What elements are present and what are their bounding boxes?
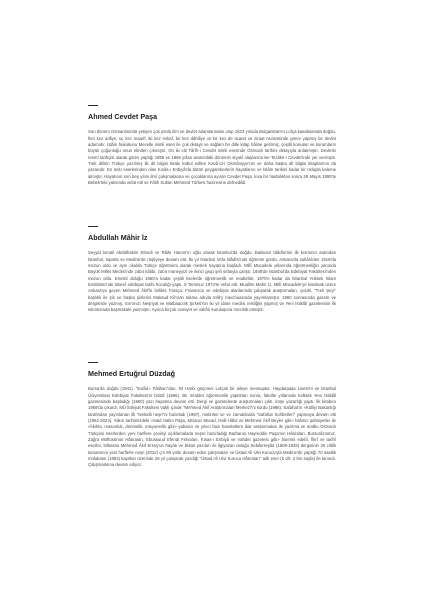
biography-ahmed-cevdet-pasa: [88, 105, 336, 186]
section-title: Ahmed Cevdet Paşa: [88, 112, 158, 122]
biography-abdullah-mahir-iz: [88, 226, 336, 314]
section-body: Bursa'da doğdu (1941). "Evlâd-ı Fâtihan"dan, 93 Harbi göçmeni Lofçalı bir aileye mensuptur. Haydarpaşa Lisesi'ni ve İstanbul Üniversitesi Edebiyat Fakültesi'ni bitirdi (1965). Bir müddet öğretmenlik yaptıktan sonra, fakülte yıllarında haftalık Yeni İstiklâl gazetesinde başladığı (1960) yazı hayatına devam etti. Dergi ve gazetelerde araştırmaları çıktı, köşe yazarlığı yaptı. İlk kitabını 1969'da çıkardı. MÜ İlahiyat Fakültesi Vakfı içinde "Mehmed Âkif Araştırmaları Merkezi"ni kurdu (1986), Safahat'ın «Külliyi Bakanlığı tarafından yayınlanan ilk "tenkidli neşri"ni hazırladı (1987), metinleri ve ve zamanlarda "Safahat Sohbetleri" yapmaya devam etti (1962-2023). Yakın tarihimizdeki «Said Halim Paşa, Mizancı Murad, Halil Hâlid ve Mehmed Âkif Beyler gibi» İslâmcı şahsiyetler ile «fıkıhla, masonluk, dönmelik, misyonerlik gibi» yabancı ve yıkıcı bazı hareketlere dair araştırmaları ile yazılma ve matbu Osmanlı Türkçesi eserlerden yeni harflere çeviriyi açıklamalarla neşre hazırladığı Barbaros Hayreddin Paşa'nın Hâtıraları, Bursorâzısmız, Zağra Müftüsünün Hâtıraları, Ebussuud Efendi Fetvaları, Kısas-ı Enbiyâ ve Vahdet gazetesi gibi» binerini edebî, fikrî ve tarihî eserler, bilhassa Mehmed Âkif Ersoy'un hayatı ve bütün yazıları ile ilgiyazan olduğu Sebilürreşâd (1908-1925) dergisinin 25 ciltlik tamamının yeni harflerle neşri (2022) çın 60 yıldır devam eden çalışmaları ve Üstad Ali Ulvi Kurucu'yla Medine'de yaptığı 70 saatlik mülakatın (1993) kayıtları üzerinde 26 yıl çalışarak yazdığı "Üstad Ali Ulvi Kurucu Hâtıraları" adlı eser (5 cilt, 2 bin sayfa) ile tanındı. Çalışmalarına devam ediyor.: [88, 386, 336, 468]
section-divider: [88, 105, 98, 106]
section-divider: [88, 226, 98, 227]
section-body: Son dönem Osmanlısında yetişen çok yönlü ilim ve devlet adamlarından olup 1823 yılında Bulgaristan'ın Lofça kasabasında doğdu. İleri kez adliye, üç kez maarif, iki kez evkaf, bir kez dâhiliye ve bir kez de ticaret ve ziraat nezaretinde görev yapmış bir devlet adamıdır. İslâm hukukunu Mecelle isimli eseri ile çok detaylı ve sağlam bir dille kitap hâline getirmiş, çeşitli konuları ve kurumların büyük çoğunluğu onun elinden çıkmıştır. On iki cilt Târîh-i Cevdet isimli eserinde Osmanlı tarihini detayıyla anlatmıştır. Devletin resmî tarihçisi olarak görev yaptığı 1855 ve 1865 yılları arasındaki dönemin siyasî olaylarına ise Tezâkir-i Cevdet'inde yer vermiştir. Türk dilinin Türkçe yazılmış ilk dil bilgisi kitabı kabul edilen Kavâʿid-i Osmâniyye'nin ve daha başka dil bilgisi kitaplarının da yazarıdır. En ünlü eserlerinden olan Kısâs-ı Enbiyâ'da bütün peygamberlerin hayatlarını ve İslâm tarihini kadar bir üslupla kaleme almıştır. Hayatının son beş yılını ilmî çalışmalarına ve çocuklarına ayıran Cevdet Paşa, kısa bir hastalıktan sonra 26 Mayıs 1895'te Bebek'teki yalısında vefat etti ve Fâtih Sultan Mehmed Türbesi haziresine defnedildi.: [88, 129, 336, 185]
biography-mehmed-ertugrul-duzdag: [88, 362, 336, 469]
section-divider: [88, 362, 98, 363]
section-body: Seyyid İsmail Abdülhakim Efendi ve Râife Hanım'ın oğlu olarak İstanbul'da doğdu. Balıkesir İdâdîsi'nin ilk kısmının ardından İstanbul, Isparta ve Medine'de rüştiyeye devam etti. İki yıl İstanbul Vefa İdâdîsi'nde öğrenim gördü. Ankara'da sultânîden 1916'da mezun oldu ve aynı okulda Türkçe öğretmeni olarak meslek hayatına başladı. Millî Mücadele yıllarında öğretmenliğin yanında Büyük Millet Meclisi'nde zabıt kâtibi, zabıt müneyyizi ve ikinci grup şefi sıfatıyla çalıştı. 1938'de İstanbul'da Edebiyat Fakültesi'nden mezun oldu. Emekli olduğu 1960'a kadar çeşitli liselerde öğretmenlik ve müdürlük, 1970'e kadar da İstanbul Yüksek İslam Enstitüsü'nde İslamî edebiyat tarihi hocalığı yaptı. 9 Temmuz 1974'te vefat etti. Muallim Mahir İz, Millî Mücadele'ye katılmak üzere Ankara'ya geçen Mehmed Âkif'le birlikte Farsça, Fransızca ve edebiyat alanlarında çalışarak araştırmaları, çeşitli, "Türk Şeyi" başlıklı ile şiir ve başka şiirlerini Maksud Kîmran takma adıyla Sılâ'y mecmuasında yayımlamıştır. 1960 sonrasında gazete ve dergilerde yazmış, Sırrımızı Neşriyat ve Matbaacılık Şirketi'nin iki yıl idare meclisi reisliğini yapmış ve Yeni İstiklâl gazetesinin ilk sıkıntısında başmakale yazmıştır. Ayrıca birçok cemiyet ve vakfın kuruluşuna öncülük etmiştir.: [88, 250, 336, 313]
section-title: Abdullah Mâhir İz: [88, 233, 148, 243]
section-title: Mehmed Ertuğrul Düzdağ: [88, 369, 176, 379]
